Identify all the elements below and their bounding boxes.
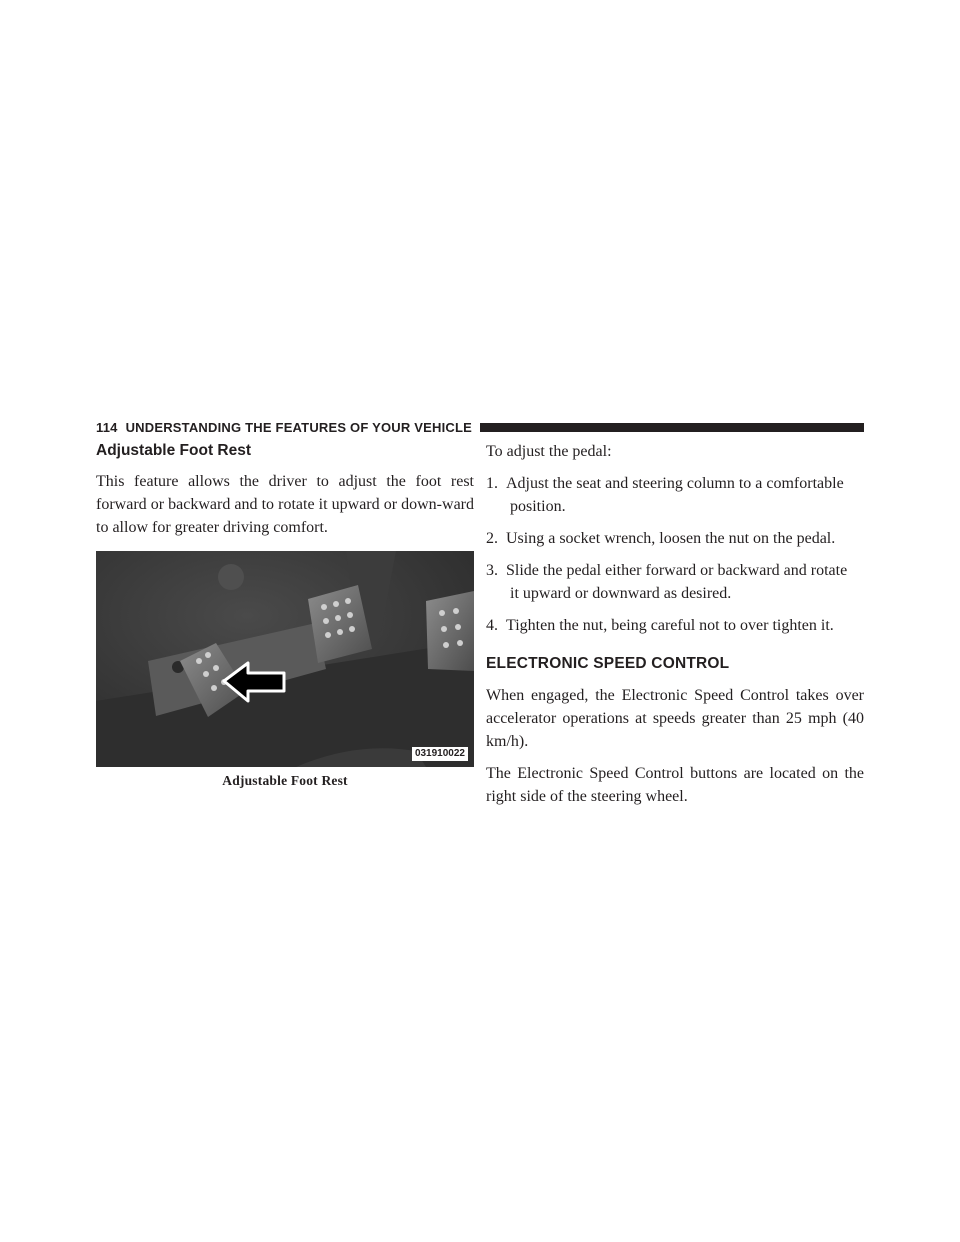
right-column [486, 440, 864, 808]
page-number: 114 [96, 419, 118, 435]
foot-rest-figure [96, 551, 474, 767]
figure-code: 031910022 [412, 747, 468, 761]
section-title: UNDERSTANDING THE FEATURES OF YOUR VEHICLE [125, 419, 472, 435]
figure-caption: Adjustable Foot Rest [222, 773, 348, 788]
pedal-steps [486, 472, 864, 637]
header-rule [480, 423, 864, 432]
pedal-intro: To adjust the pedal: [486, 443, 612, 460]
foot-rest-heading: Adjustable Foot Rest [96, 442, 252, 459]
speed-control-paragraph-2: The Electronic Speed Control buttons are located on the right side of the steering wheel. [486, 765, 864, 805]
speed-control-paragraph-1: When engaged, the Electronic Speed Control takes over accelerator operations at speeds greater than 25 mph (40 km/h). [486, 687, 864, 750]
step-item: 3. Slide the pedal either forward or backward and rotate it upward or downward as desired. [486, 562, 848, 602]
left-column [96, 440, 474, 789]
speed-control-heading: ELECTRONIC SPEED CONTROL [486, 655, 730, 672]
foot-rest-paragraph: This feature allows the driver to adjust the foot rest forward or backward and to rotate it upward or down-ward to allow for greater driving comfort. [96, 473, 474, 536]
step-item: 2. Using a socket wrench, loosen the nut on the pedal. [486, 530, 836, 547]
foot-rest-illustration [96, 551, 474, 767]
step-item: 4. Tighten the nut, being careful not to over tighten it. [486, 617, 834, 634]
step-item: 1. Adjust the seat and steering column to a comfortable position. [486, 475, 844, 515]
page-header [96, 418, 864, 436]
